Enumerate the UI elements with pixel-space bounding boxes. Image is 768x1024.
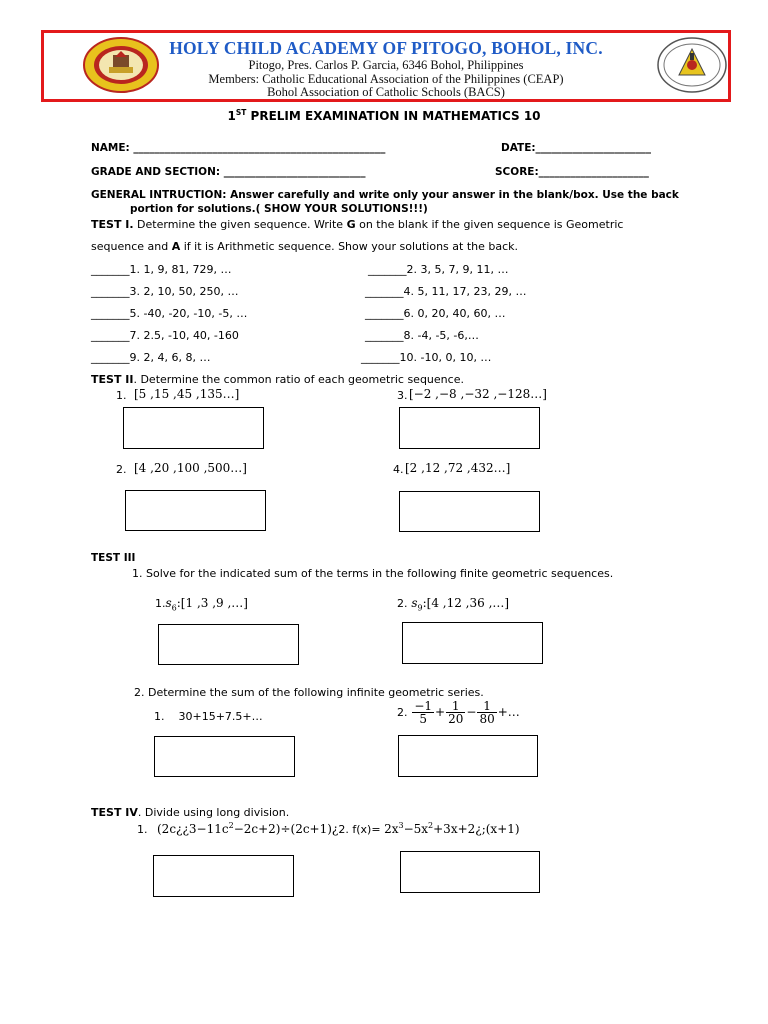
general-instruction-line1: GENERAL INTRUCTION: Answer carefully and write only your answer in the blank/box. Use the back (91, 189, 679, 201)
test1-item-6[interactable]: _______6. 0, 20, 40, 60, … (365, 307, 506, 320)
fraction-3: $\frac{1}{80}$ (479, 699, 495, 726)
test3-item-1: $1.s_6:[1$ ,3 ,9 ,…] (155, 596, 248, 613)
test2-item-2-expr: [4 ,20 ,100 ,500…] (134, 461, 247, 475)
test2-answer-box-4[interactable] (399, 491, 540, 532)
test4-answer-box-1[interactable] (153, 855, 294, 897)
test4-label: TEST IV (91, 806, 138, 819)
school-association: Bohol Association of Catholic Schools (BACS) (267, 85, 505, 99)
test1-item-7[interactable]: _______7. 2.5, -10, 40, -160 (91, 329, 239, 342)
fraction-2: $\frac{1}{20}$ (448, 699, 464, 726)
test2-item-4-expr: [2 ,12 ,72 ,432…] (405, 461, 511, 475)
test1-item-1[interactable]: _______1. 1, 9, 81, 729, … (91, 263, 232, 276)
test1-item-5[interactable]: _______5. -40, -20, -10, -5, … (91, 307, 248, 320)
test1-item-4[interactable]: _______4. 5, 11, 17, 23, 29, … (365, 285, 527, 298)
test3-question-1: 1. Solve for the indicated sum of the terms in the following finite geometric sequences. (132, 567, 614, 580)
test1-instruction: TEST I. Determine the given sequence. Write G on the blank if the given sequence is Geometric (91, 218, 624, 231)
exam-title (0, 108, 768, 123)
test2-item-1-expr: [5 ,15 ,45 ,135…] (134, 387, 240, 401)
test1-label: TEST I. (91, 218, 134, 231)
test1-item-2[interactable]: _______2. 3, 5, 7, 9, 11, … (368, 263, 509, 276)
test3-answer-box-1[interactable] (158, 624, 299, 665)
test2-answer-box-3[interactable] (399, 407, 540, 449)
test1-instruction-line2: sequence and A if it is Arithmetic sequence. Show your solutions at the back. (91, 240, 519, 253)
association-seal-logo (657, 37, 727, 93)
test3-q2-answer-box-2[interactable] (398, 735, 538, 777)
school-members: Members: Catholic Educational Association of the Philippines (CEAP) (208, 72, 564, 86)
fraction-1: $\frac{-1}{5}$ (414, 699, 433, 726)
test1-item-3[interactable]: _______3. 2, 10, 50, 250, … (91, 285, 239, 298)
date-field[interactable]: DATE:______________________ (501, 142, 652, 154)
test3-question-2: 2. Determine the sum of the following infinite geometric series. (134, 686, 484, 699)
test3-item-2: 2. $s_9:[4$ ,12 ,36 ,…] (397, 596, 510, 613)
test1-item-8[interactable]: _______8. -4, -5, -6,… (365, 329, 479, 342)
general-instruction-line2: portion for solutions.( SHOW YOUR SOLUTIONS!!!) (130, 203, 428, 215)
school-name: HOLY CHILD ACADEMY OF PITOGO, BOHOL, INC. (169, 38, 603, 58)
test2-label: TEST II (91, 373, 134, 386)
school-address: Pitogo, Pres. Carlos P. Garcia, 6346 Bohol, Philippines (248, 58, 524, 72)
test2-item-3-number: 3. (397, 389, 408, 402)
test4-item-1-expr: $(2c¿¿3-11c^2-2c+2)\div(2c+1)¿2$. $f(x)= 2x^3-5x^2+3x+2¿;(x+1)$ (157, 821, 520, 836)
test2-instruction: TEST II. Determine the common ratio of each geometric sequence. (91, 373, 464, 386)
test1-item-10[interactable]: _______10. -10, 0, 10, … (361, 351, 492, 364)
test3-label: TEST III (91, 552, 136, 564)
test4-instruction: TEST IV. Divide using long division. (91, 806, 290, 819)
title-text: PRELIM EXAMINATION IN MATHEMATICS 10 (246, 109, 541, 123)
test3-q2-item-2: 2. $\frac{-1}{5}$ + $\frac{1}{20}$ − $\frac{1}{80}$ +… (397, 699, 520, 726)
score-field[interactable]: SCORE:_____________________ (495, 166, 649, 178)
test3-q2-item-1: 1. 30+15+7.5+… (154, 710, 263, 723)
test2-item-3-expr: [−2 ,−8 ,−32 ,−128…] (409, 387, 547, 401)
title-number: 1 (227, 109, 236, 123)
test4-answer-box-2[interactable] (400, 851, 540, 893)
test2-item-4-number: 4. (393, 463, 404, 476)
test1-item-9[interactable]: _______9. 2, 4, 6, 8, … (91, 351, 211, 364)
name-field[interactable]: NAME: ________________________________________________ (91, 142, 386, 154)
test2-item-2-number: 2. (116, 463, 127, 476)
school-seal-logo (83, 37, 159, 93)
grade-section-field[interactable]: GRADE AND SECTION: ___________________________ (91, 166, 366, 178)
test2-answer-box-2[interactable] (125, 490, 266, 531)
test3-answer-box-2[interactable] (402, 622, 543, 664)
test2-answer-box-1[interactable] (123, 407, 264, 449)
test2-item-1-number: 1. (116, 389, 127, 402)
title-ordinal: ST (235, 108, 247, 117)
test3-q2-answer-box-1[interactable] (154, 736, 295, 777)
test4-item-1-number: 1. (137, 823, 148, 836)
